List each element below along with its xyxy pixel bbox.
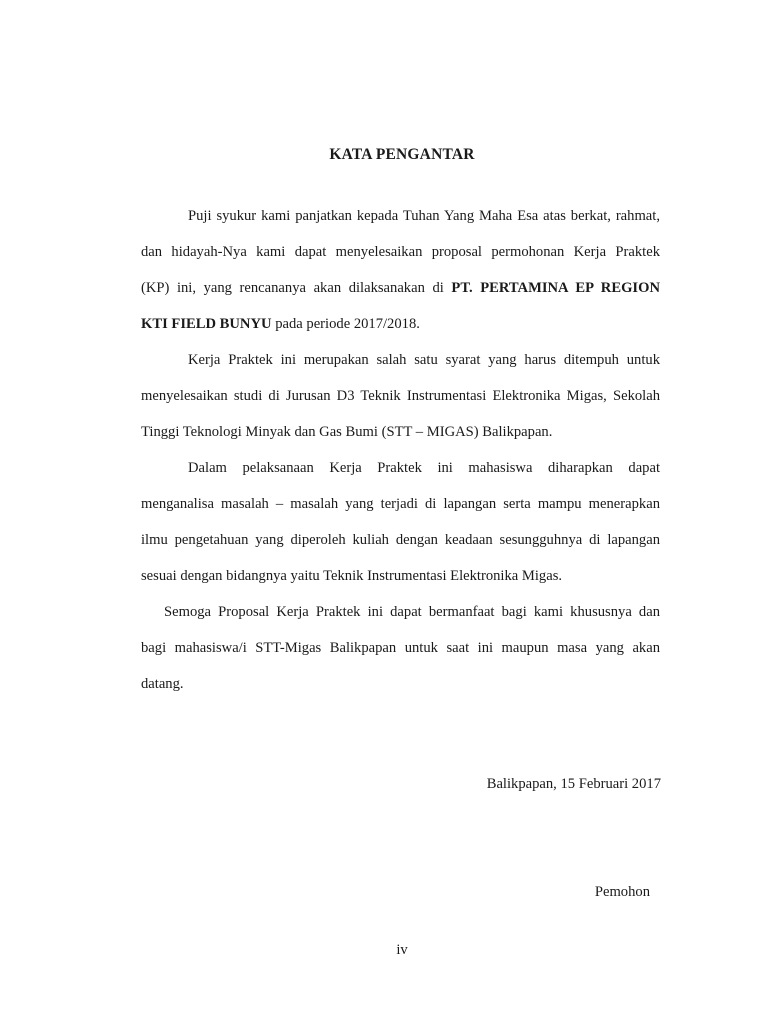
paragraph-line: [141, 270, 660, 306]
paragraph-line: Semoga Proposal Kerja Praktek ini dapat bermanfaat bagi kami khususnya dan: [164, 604, 660, 620]
body-text: [141, 198, 660, 702]
paragraph-line: Tinggi Teknologi Minyak dan Gas Bumi (STT – MIGAS) Balikpapan.: [141, 424, 553, 440]
paragraph-line: sesuai dengan bidangnya yaitu Teknik Instrumentasi Elektronika Migas.: [141, 568, 563, 584]
page-title: KATA PENGANTAR: [329, 146, 475, 163]
field-name-bold: KTI FIELD BUNYU: [141, 316, 272, 332]
paragraph-line: menganalisa masalah – masalah yang terjadi di lapangan serta mampu menerapkan: [141, 496, 660, 512]
paragraph-line: bagi mahasiswa/i STT-Migas Balikpapan untuk saat ini maupun masa yang akan: [141, 640, 660, 656]
paragraph-line: datang.: [141, 676, 184, 692]
paragraph-line: ilmu pengetahuan yang diperoleh kuliah dengan keadaan sesungguhnya di lapangan: [141, 532, 660, 548]
paragraph-4: [141, 594, 660, 702]
paragraph-line: dan hidayah-Nya kami dapat menyelesaikan proposal permohonan Kerja Praktek: [141, 244, 660, 260]
applicant-label: Pemohon: [594, 884, 650, 900]
paragraph-line: [141, 306, 660, 342]
paragraph-line: menyelesaikan studi di Jurusan D3 Teknik Instrumentasi Elektronika Migas, Sekolah: [141, 388, 660, 404]
paragraph-1: [141, 198, 660, 342]
paragraph-3: [141, 450, 660, 594]
paragraph-line: Puji syukur kami panjatkan kepada Tuhan Yang Maha Esa atas berkat, rahmat,: [188, 208, 660, 224]
text-segment: (KP) ini, yang rencananya akan dilaksanakan di: [141, 280, 452, 296]
paragraph-line: Dalam pelaksanaan Kerja Praktek ini mahasiswa diharapkan dapat: [188, 460, 660, 476]
place-date: Balikpapan, 15 Februari 2017: [486, 776, 661, 792]
page-number: iv: [396, 942, 408, 958]
company-name-bold: PT. PERTAMINA EP REGION: [451, 280, 660, 296]
paragraph-line: Kerja Praktek ini merupakan salah satu syarat yang harus ditempuh untuk: [188, 352, 660, 368]
text-segment: pada periode 2017/2018.: [271, 316, 420, 332]
paragraph-2: [141, 342, 660, 450]
